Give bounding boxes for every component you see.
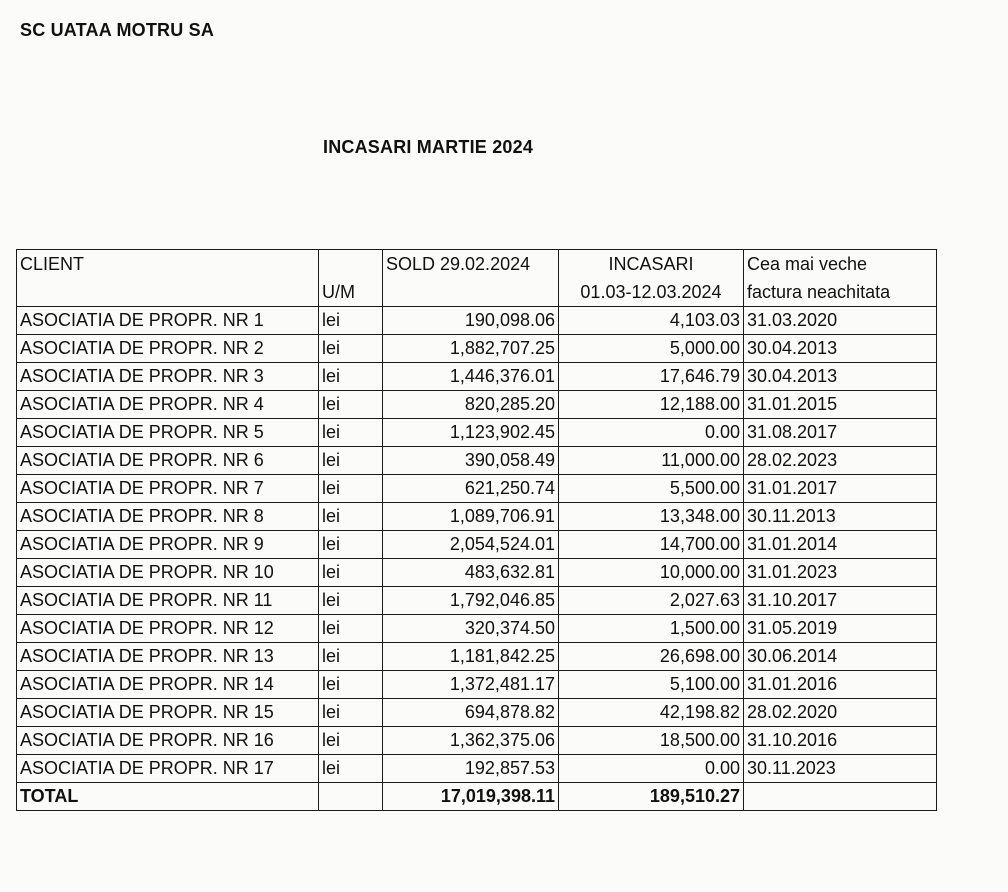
cell-sold: 1,362,375.06 — [383, 727, 559, 755]
cell-incasari: 14,700.00 — [559, 531, 744, 559]
cell-incasari: 10,000.00 — [559, 559, 744, 587]
cell-sold: 1,372,481.17 — [383, 671, 559, 699]
column-header-oldest-line2: factura neachitata — [747, 282, 891, 302]
column-header-client: CLIENT — [17, 250, 319, 307]
cell-client: ASOCIATIA DE PROPR. NR 16 — [17, 727, 319, 755]
document-title: INCASARI MARTIE 2024 — [323, 137, 534, 157]
cell-oldest-invoice: 30.06.2014 — [744, 643, 937, 671]
column-header-incasari-line1: INCASARI — [608, 254, 694, 274]
table-row — [17, 615, 937, 643]
cell-oldest-invoice: 31.10.2016 — [744, 727, 937, 755]
cell-client: ASOCIATIA DE PROPR. NR 1 — [17, 307, 319, 335]
cell-um: lei — [319, 447, 383, 475]
cell-client: ASOCIATIA DE PROPR. NR 14 — [17, 671, 319, 699]
total-incasari: 189,510.27 — [559, 783, 744, 811]
total-label: TOTAL — [17, 783, 319, 811]
cell-oldest-invoice: 31.01.2023 — [744, 559, 937, 587]
table-body — [17, 307, 937, 783]
column-header-oldest-invoice — [744, 250, 937, 307]
cell-oldest-invoice: 31.01.2017 — [744, 475, 937, 503]
column-header-sold: SOLD 29.02.2024 — [383, 250, 559, 307]
total-sold: 17,019,398.11 — [383, 783, 559, 811]
total-row — [17, 783, 937, 811]
cell-incasari: 17,646.79 — [559, 363, 744, 391]
receipts-table — [16, 249, 937, 811]
cell-um: lei — [319, 475, 383, 503]
total-um — [319, 783, 383, 811]
cell-oldest-invoice: 30.11.2013 — [744, 503, 937, 531]
cell-sold: 1,089,706.91 — [383, 503, 559, 531]
cell-incasari: 0.00 — [559, 755, 744, 783]
table-row — [17, 391, 937, 419]
cell-oldest-invoice: 30.11.2023 — [744, 755, 937, 783]
cell-client: ASOCIATIA DE PROPR. NR 10 — [17, 559, 319, 587]
column-header-incasari-line2: 01.03-12.03.2024 — [580, 282, 722, 302]
cell-incasari: 42,198.82 — [559, 699, 744, 727]
cell-um: lei — [319, 531, 383, 559]
cell-sold: 621,250.74 — [383, 475, 559, 503]
cell-client: ASOCIATIA DE PROPR. NR 3 — [17, 363, 319, 391]
cell-um: lei — [319, 559, 383, 587]
cell-um: lei — [319, 615, 383, 643]
table-row — [17, 503, 937, 531]
cell-um: lei — [319, 503, 383, 531]
cell-sold: 190,098.06 — [383, 307, 559, 335]
cell-um: lei — [319, 699, 383, 727]
table-header-row — [17, 250, 937, 307]
cell-um: lei — [319, 363, 383, 391]
cell-incasari: 0.00 — [559, 419, 744, 447]
cell-incasari: 12,188.00 — [559, 391, 744, 419]
cell-sold: 694,878.82 — [383, 699, 559, 727]
cell-oldest-invoice: 28.02.2023 — [744, 447, 937, 475]
cell-incasari: 5,100.00 — [559, 671, 744, 699]
cell-client: ASOCIATIA DE PROPR. NR 9 — [17, 531, 319, 559]
cell-sold: 1,882,707.25 — [383, 335, 559, 363]
cell-sold: 1,181,842.25 — [383, 643, 559, 671]
cell-client: ASOCIATIA DE PROPR. NR 17 — [17, 755, 319, 783]
cell-incasari: 26,698.00 — [559, 643, 744, 671]
cell-sold: 192,857.53 — [383, 755, 559, 783]
cell-sold: 320,374.50 — [383, 615, 559, 643]
cell-oldest-invoice: 28.02.2020 — [744, 699, 937, 727]
table-row — [17, 559, 937, 587]
table-row — [17, 755, 937, 783]
column-header-incasari — [559, 250, 744, 307]
cell-client: ASOCIATIA DE PROPR. NR 7 — [17, 475, 319, 503]
total-oldest — [744, 783, 937, 811]
cell-sold: 390,058.49 — [383, 447, 559, 475]
cell-sold: 1,792,046.85 — [383, 587, 559, 615]
cell-oldest-invoice: 31.01.2015 — [744, 391, 937, 419]
cell-incasari: 5,000.00 — [559, 335, 744, 363]
cell-incasari: 11,000.00 — [559, 447, 744, 475]
cell-client: ASOCIATIA DE PROPR. NR 15 — [17, 699, 319, 727]
cell-oldest-invoice: 30.04.2013 — [744, 363, 937, 391]
cell-client: ASOCIATIA DE PROPR. NR 6 — [17, 447, 319, 475]
cell-client: ASOCIATIA DE PROPR. NR 5 — [17, 419, 319, 447]
cell-um: lei — [319, 727, 383, 755]
cell-client: ASOCIATIA DE PROPR. NR 8 — [17, 503, 319, 531]
cell-client: ASOCIATIA DE PROPR. NR 2 — [17, 335, 319, 363]
cell-oldest-invoice: 30.04.2013 — [744, 335, 937, 363]
cell-sold: 483,632.81 — [383, 559, 559, 587]
cell-client: ASOCIATIA DE PROPR. NR 4 — [17, 391, 319, 419]
table-row — [17, 447, 937, 475]
column-header-oldest-line1: Cea mai veche — [747, 254, 868, 274]
cell-um: lei — [319, 419, 383, 447]
cell-incasari: 18,500.00 — [559, 727, 744, 755]
table-row — [17, 531, 937, 559]
cell-oldest-invoice: 31.08.2017 — [744, 419, 937, 447]
cell-um: lei — [319, 643, 383, 671]
cell-um: lei — [319, 391, 383, 419]
cell-incasari: 2,027.63 — [559, 587, 744, 615]
cell-oldest-invoice: 31.05.2019 — [744, 615, 937, 643]
cell-sold: 1,123,902.45 — [383, 419, 559, 447]
cell-oldest-invoice: 31.03.2020 — [744, 307, 937, 335]
table-row — [17, 671, 937, 699]
cell-um: lei — [319, 671, 383, 699]
table-row — [17, 307, 937, 335]
cell-um: lei — [319, 587, 383, 615]
table-row — [17, 475, 937, 503]
cell-sold: 2,054,524.01 — [383, 531, 559, 559]
cell-client: ASOCIATIA DE PROPR. NR 13 — [17, 643, 319, 671]
cell-incasari: 4,103.03 — [559, 307, 744, 335]
cell-um: lei — [319, 755, 383, 783]
cell-incasari: 5,500.00 — [559, 475, 744, 503]
cell-sold: 1,446,376.01 — [383, 363, 559, 391]
cell-oldest-invoice: 31.01.2016 — [744, 671, 937, 699]
table-row — [17, 335, 937, 363]
cell-client: ASOCIATIA DE PROPR. NR 11 — [17, 587, 319, 615]
table-row — [17, 363, 937, 391]
table-row — [17, 727, 937, 755]
table-row — [17, 587, 937, 615]
table-row — [17, 643, 937, 671]
cell-um: lei — [319, 335, 383, 363]
cell-um: lei — [319, 307, 383, 335]
company-name: SC UATAA MOTRU SA — [20, 20, 215, 40]
cell-sold: 820,285.20 — [383, 391, 559, 419]
cell-client: ASOCIATIA DE PROPR. NR 12 — [17, 615, 319, 643]
cell-oldest-invoice: 31.10.2017 — [744, 587, 937, 615]
table-row — [17, 419, 937, 447]
column-header-um: U/M — [319, 250, 383, 307]
table-row — [17, 699, 937, 727]
cell-incasari: 13,348.00 — [559, 503, 744, 531]
cell-oldest-invoice: 31.01.2014 — [744, 531, 937, 559]
cell-incasari: 1,500.00 — [559, 615, 744, 643]
